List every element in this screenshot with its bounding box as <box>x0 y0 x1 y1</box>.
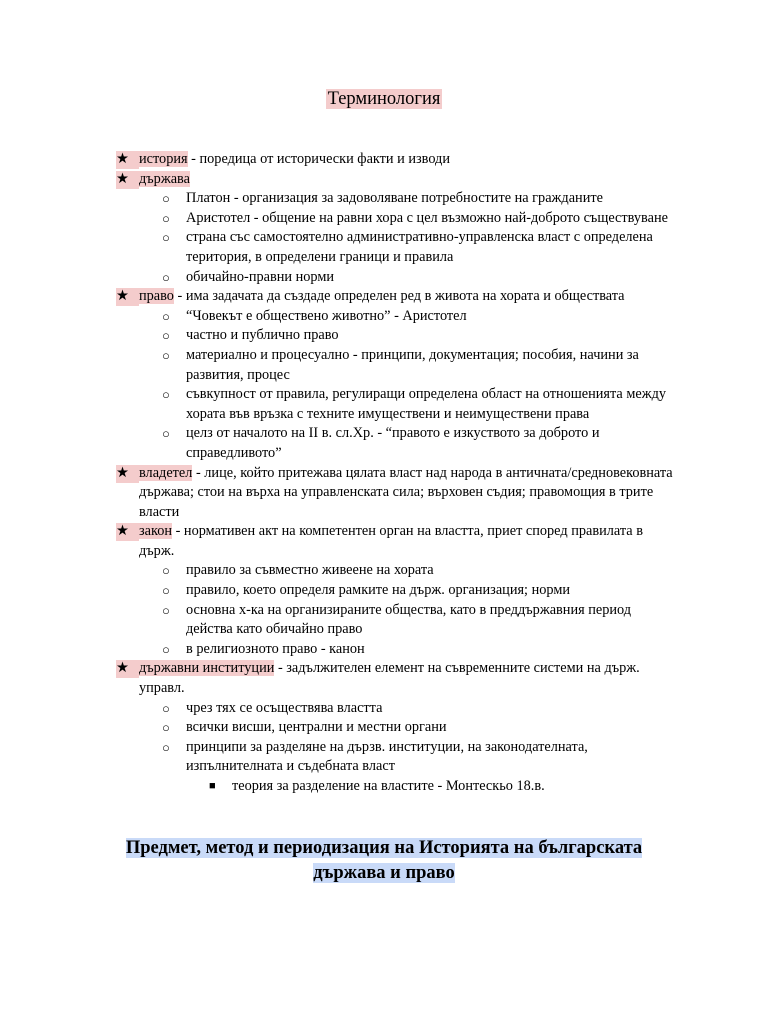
list-item <box>116 189 676 209</box>
star-bullet-icon: ★ <box>116 170 129 187</box>
star-bullet-icon: ★ <box>116 151 129 167</box>
circle-bullet-icon: ○ <box>162 426 170 442</box>
circle-bullet-icon: ○ <box>162 308 170 324</box>
circle-bullet-icon: ○ <box>162 191 170 207</box>
section-heading: Предмет, метод и периодизация на Историята на българската държава и право <box>125 838 643 883</box>
term-label: закон <box>139 523 173 540</box>
star-bullet-icon: ★ <box>116 660 129 677</box>
subtitle-wrap <box>96 836 672 886</box>
list-item <box>116 385 676 424</box>
list-item <box>116 209 676 229</box>
item-text: правило за съвместно живеене на хората <box>186 562 434 579</box>
circle-bullet-icon: ○ <box>162 230 170 246</box>
item-text: всички висши, централни и местни органи <box>186 719 447 736</box>
square-bullet-icon: ■ <box>209 780 216 792</box>
item-text: - задължителен елемент на съвременните системи на държ. управл. <box>139 660 640 697</box>
circle-bullet-icon: ○ <box>162 583 170 599</box>
term-label: държава <box>139 170 190 187</box>
term-label: държавни институции <box>139 660 275 677</box>
item-text: основна х-ка на организираните общества, като в преддържавния период действа като обичайно право <box>186 601 632 638</box>
list-item <box>116 287 676 307</box>
item-text: теория за разделение на властите - Монтескьо 18.в. <box>232 778 545 794</box>
circle-bullet-icon: ○ <box>162 739 170 755</box>
item-text: принципи за разделяне на дързв. институции, на законодателната, изпълнителната и съдебната власт <box>186 738 588 775</box>
item-text: - лице, който притежава цялата власт над народа в античната/средновековната държава; стои на върха на управленската сила; върховен съдия; правомощия в трите власти <box>139 464 673 520</box>
item-text: “Човекът е обществено животно” - Аристотел <box>186 307 467 324</box>
list-item <box>116 581 676 601</box>
list-item <box>116 464 676 523</box>
circle-bullet-icon: ○ <box>162 387 170 403</box>
list-item <box>116 777 676 797</box>
item-text: материално и процесуално - принципи, документация; пособия, начини за развития, процес <box>186 346 639 383</box>
circle-bullet-icon: ○ <box>162 720 170 736</box>
circle-bullet-icon: ○ <box>162 269 170 285</box>
term-label: владетел <box>139 464 193 481</box>
term-label: история <box>139 151 188 167</box>
item-text: - нормативен акт на компетентен орган на властта, приет според правилата в държ. <box>139 523 643 559</box>
list-item <box>116 699 676 719</box>
list-item <box>116 601 676 640</box>
page-title: Терминология <box>327 89 441 109</box>
list-item <box>116 738 676 777</box>
list-item <box>116 326 676 346</box>
circle-bullet-icon: ○ <box>162 700 170 716</box>
star-bullet-icon: ★ <box>116 464 129 481</box>
list-item <box>116 561 676 581</box>
star-bullet-icon: ★ <box>116 288 129 305</box>
circle-bullet-icon: ○ <box>162 563 170 579</box>
circle-bullet-icon: ○ <box>162 347 170 363</box>
list-item <box>116 170 676 190</box>
item-text: съвкупност от правила, регулиращи определена област на отношенията между хората във връзка с техните имуществени и неимуществени права <box>186 386 667 422</box>
item-text: правило, което определя рамките на държ. организация; норми <box>186 582 571 599</box>
star-bullet-icon: ★ <box>116 523 129 540</box>
item-text: Платон - организация за задоволяване потребностите на гражданите <box>186 190 603 207</box>
item-text: - има задачата да създаде определен ред в живота на хората и обществата <box>173 288 625 305</box>
terms-list <box>116 150 676 797</box>
list-item <box>116 307 676 327</box>
term-label: право <box>139 288 174 305</box>
list-item <box>116 268 676 288</box>
list-item <box>116 640 676 660</box>
list-item <box>116 150 676 170</box>
circle-bullet-icon: ○ <box>162 602 170 618</box>
item-text: целз от началото на II в. сл.Хр. - “правото е изкуството за доброто и справедливото” <box>186 425 600 461</box>
item-text: страна със самостоятелно административно-управленска власт с определена територия, в определени граници и правила <box>186 229 653 265</box>
list-item <box>116 228 676 267</box>
list-item <box>116 718 676 738</box>
item-text: Аристотел - общение на равни хора с цел възможно най-доброто съществуване <box>186 209 668 226</box>
list-item <box>116 346 676 385</box>
circle-bullet-icon: ○ <box>162 641 170 657</box>
item-text: - поредица от исторически факти и изводи <box>187 151 450 167</box>
circle-bullet-icon: ○ <box>162 210 170 226</box>
item-text: чрез тях се осъществява властта <box>186 699 383 716</box>
title-wrap <box>0 86 768 112</box>
list-item <box>116 522 676 561</box>
list-item <box>116 424 676 463</box>
item-text: в религиозното право - канон <box>186 640 365 657</box>
list-item <box>116 659 676 698</box>
circle-bullet-icon: ○ <box>162 328 170 344</box>
item-text: обичайно-правни норми <box>186 268 335 285</box>
item-text: частно и публично право <box>186 327 339 344</box>
